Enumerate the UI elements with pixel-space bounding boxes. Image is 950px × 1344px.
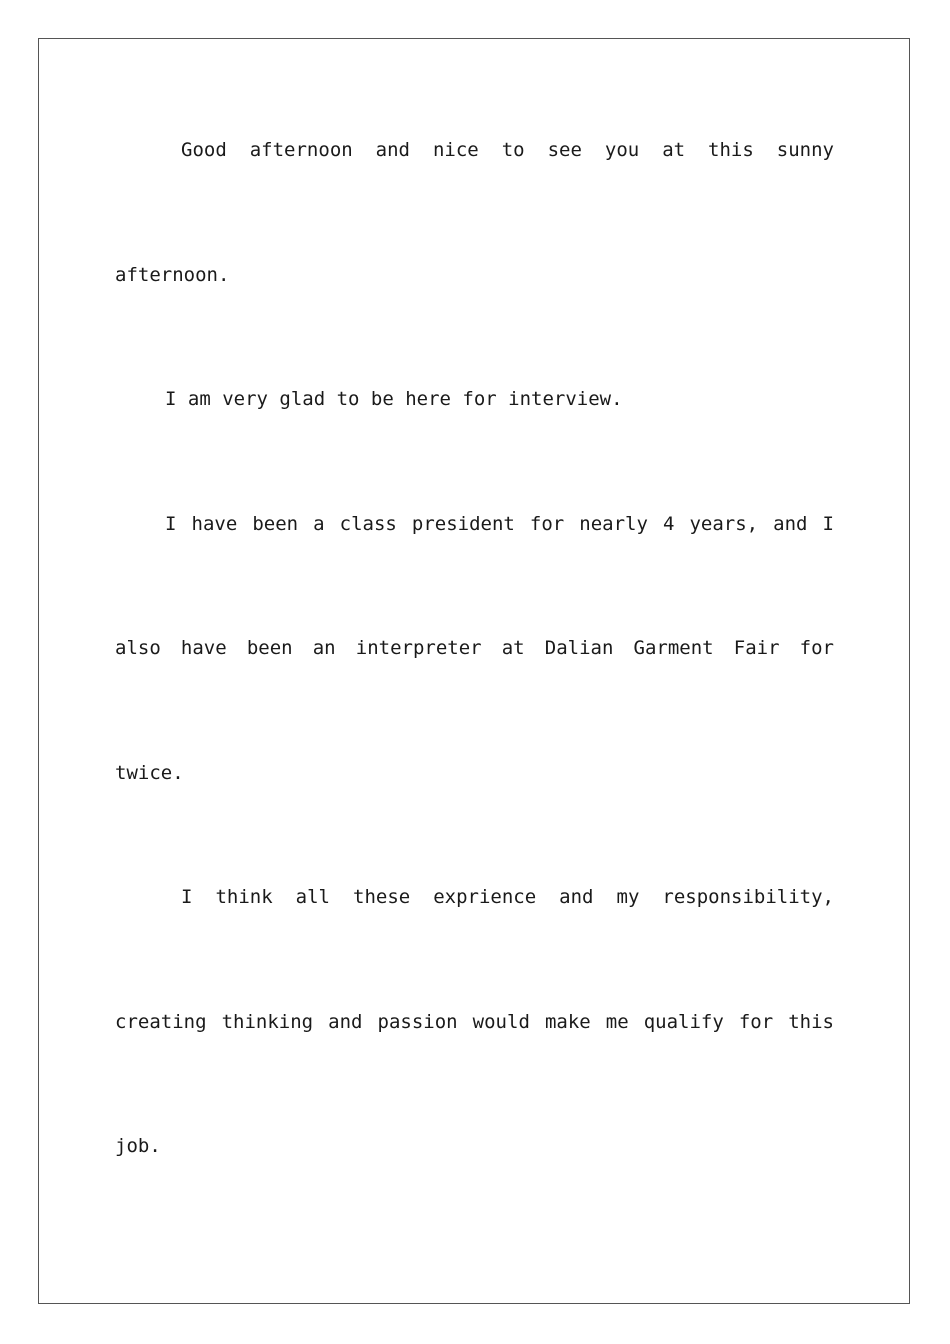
paragraph-3-line-1: I have been a class president for nearly 4 years, and I	[165, 513, 834, 535]
page-frame	[38, 38, 910, 1304]
paragraph-3-line-2: also have been an interpreter at Dalian Garment Fair for	[115, 637, 834, 659]
paragraph-4-line-2: creating thinking and passion would make me qualify for this	[115, 1011, 834, 1033]
paragraph-2-line-1: I am very glad to be here for interview.	[165, 388, 623, 410]
paragraph-4-line-3: job.	[115, 1135, 161, 1157]
paragraph-4-line-1: I think all these exprience and my responsibility,	[181, 886, 834, 908]
paragraph-1-line-1: Good afternoon and nice to see you at this sunny	[181, 139, 834, 161]
paragraph-1-line-2: afternoon.	[115, 264, 230, 286]
paragraph-3-line-3: twice.	[115, 762, 184, 784]
